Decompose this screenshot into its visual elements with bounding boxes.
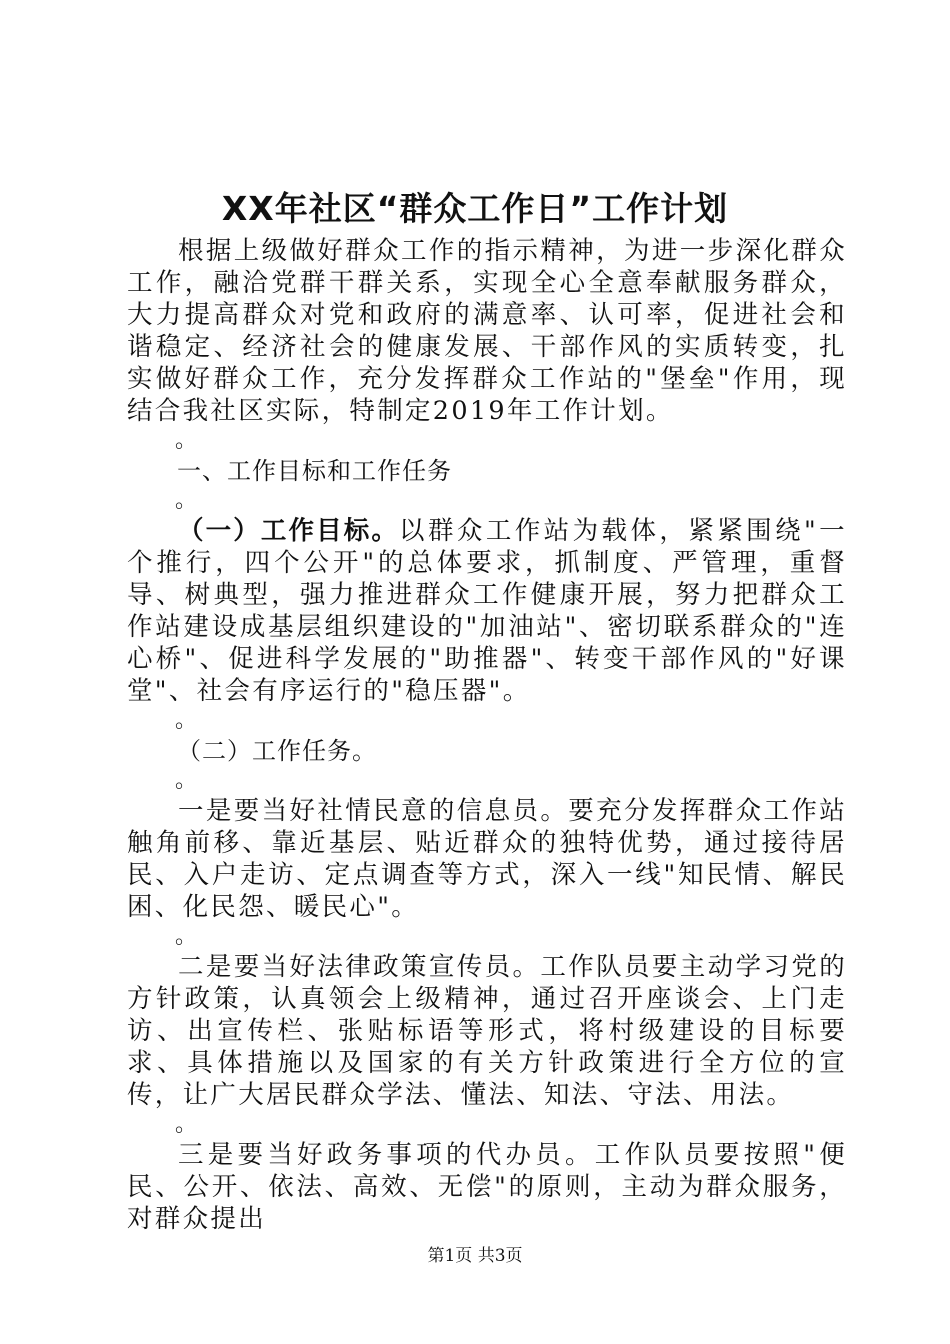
separator-mark: 。 (175, 708, 198, 733)
separator-mark: 。 (175, 1112, 198, 1137)
separator-mark: 。 (175, 768, 198, 793)
task-paragraph-1: 一是要当好社情民意的信息员。要充分发挥群众工作站触角前移、靠近基层、贴近群众的独特优势，通过接待居民、入户走访、定点调查等方式，深入一线"知民情、解民困、化民怨、暖民心"。 (127, 796, 847, 922)
intro-paragraph: 根据上级做好群众工作的指示精神，为进一步深化群众工作，融洽党群干群关系，实现全心全意奉献服务群众，大力提高群众对党和政府的满意率、认可率，促进社会和谐稳定、经济社会的健康发展、干部作风的实质转变，扎实做好群众工作，充分发挥群众工作站的"堡垒"作用，现结合我社区实际，特制定2019年工作计划。 (127, 236, 847, 426)
task-paragraph-2: 二是要当好法律政策宣传员。工作队员要主动学习党的方针政策，认真领会上级精神，通过召开座谈会、上门走访、出宣传栏、张贴标语等形式，将村级建设的目标要求、具体措施以及国家的有关方针政策进行全方位的宣传，让广大居民群众学法、懂法、知法、守法、用法。 (127, 952, 847, 1110)
separator-mark: 。 (175, 924, 198, 949)
document-body (127, 235, 847, 1235)
page-footer: 第1页 共3页 (427, 1246, 523, 1266)
goal-lead: （一）工作目标。 (178, 516, 400, 546)
separator-mark: 。 (175, 488, 198, 513)
separator-mark: 。 (175, 428, 198, 453)
section-heading: 一、工作目标和工作任务 (177, 457, 452, 485)
goal-text: 以群众工作站为载体，紧紧围绕"一个推行，四个公开"的总体要求，抓制度、严管理，重督导、树典型，强力推进群众工作健康开展，努力把群众工作站建设成基层组织建设的"加油站"、密切联系群众的"连心桥"、促进科学发展的"助推器"、转变干部作风的"好课堂"、社会有序运行的"稳压器"。 (127, 516, 847, 706)
task-paragraph-3: 三是要当好政务事项的代办员。工作队员要按照"便民、公开、依法、高效、无偿"的原则，主动为群众服务，对群众提出 (127, 1140, 847, 1234)
goal-paragraph (127, 515, 847, 707)
task-heading: （二）工作任务。 (177, 737, 377, 765)
document-title: XX年社区“群众工作日”工作计划 (221, 189, 729, 228)
